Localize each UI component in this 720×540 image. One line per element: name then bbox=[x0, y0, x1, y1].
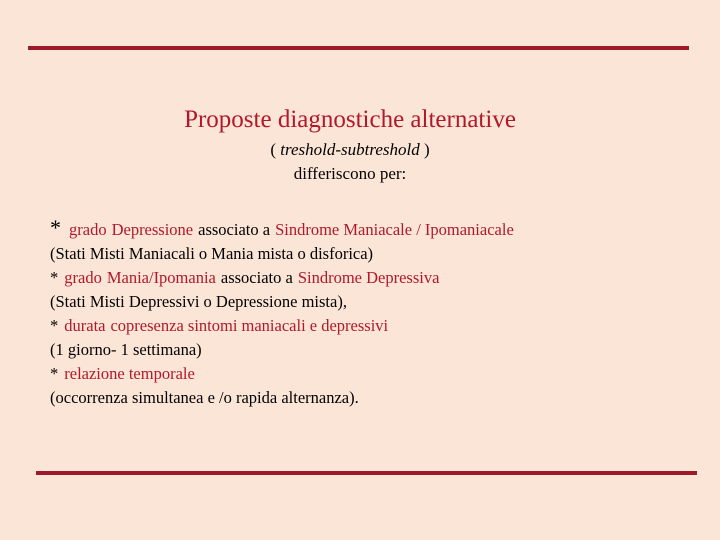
bullet-star: * bbox=[50, 268, 59, 287]
subtitle-open: ( bbox=[270, 140, 281, 159]
list-item-3 bbox=[50, 314, 690, 338]
top-divider bbox=[28, 46, 689, 50]
item-1-sindrome: Sindrome Maniacale / Ipomaniacale bbox=[275, 220, 514, 239]
list-item-1-detail: (Stati Misti Maniacali o Mania mista o disforica) bbox=[50, 244, 374, 263]
item-1-grado: grado bbox=[69, 220, 107, 239]
bullet-star: * bbox=[50, 316, 59, 335]
item-4-relazione: relazione temporale bbox=[64, 364, 195, 383]
bullet-list bbox=[50, 216, 690, 410]
list-item-1 bbox=[50, 216, 690, 242]
slide-title: Proposte diagnostiche alternative bbox=[184, 106, 516, 133]
item-3-copresenza: copresenza sintomi maniacali e depressivi bbox=[110, 316, 389, 335]
list-item-3-detail: (1 giorno- 1 settimana) bbox=[50, 340, 202, 359]
item-2-grado: grado bbox=[64, 268, 102, 287]
list-item-2-detail: (Stati Misti Depressivi o Depressione mista), bbox=[50, 292, 347, 311]
list-item-2 bbox=[50, 266, 690, 290]
bottom-divider bbox=[36, 471, 697, 475]
bullet-star: * bbox=[50, 215, 61, 240]
subtitle-italic: treshold-subtreshold bbox=[280, 140, 420, 159]
item-2-sindrome: Sindrome Depressiva bbox=[297, 268, 440, 287]
item-2-mania: Mania/Ipomania bbox=[106, 268, 216, 287]
slide-subtitle-2: differiscono per: bbox=[293, 164, 407, 183]
item-3-durata: durata bbox=[64, 316, 106, 335]
item-1-depressione: Depressione bbox=[111, 220, 194, 239]
list-item-4-detail: (occorrenza simultanea e /o rapida alternanza). bbox=[50, 388, 359, 407]
subtitle-close: ) bbox=[419, 140, 430, 159]
list-item-4 bbox=[50, 362, 690, 386]
item-2-associato: associato a bbox=[220, 268, 293, 287]
item-1-associato: associato a bbox=[198, 220, 271, 239]
slide-subtitle bbox=[0, 140, 700, 160]
bullet-star: * bbox=[50, 364, 59, 383]
